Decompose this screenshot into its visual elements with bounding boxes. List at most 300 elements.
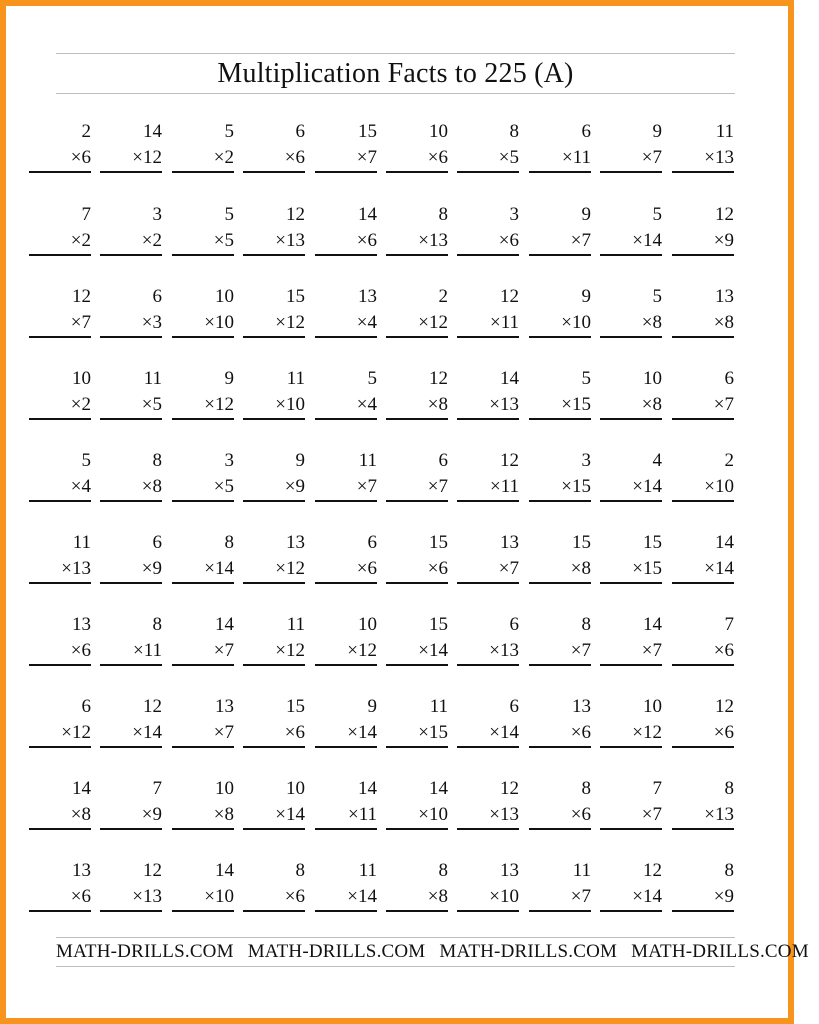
answer-line (100, 336, 162, 338)
multiplier: ×4 (356, 312, 377, 333)
answer-line (529, 664, 591, 666)
problem (457, 532, 519, 592)
problem (29, 696, 91, 756)
multiplicand: 8 (509, 121, 519, 142)
problem (29, 614, 91, 674)
answer-line (672, 910, 734, 912)
answer-line (100, 418, 162, 420)
multiplier: ×7 (641, 804, 662, 825)
multiplier: ×8 (570, 558, 591, 579)
problem (529, 860, 591, 920)
answer-line (600, 582, 662, 584)
multiplier: ×11 (347, 804, 377, 825)
multiplier: ×6 (70, 640, 91, 661)
multiplicand: 10 (643, 696, 662, 717)
problem (386, 614, 448, 674)
multiplicand: 6 (81, 696, 91, 717)
multiplicand: 8 (724, 860, 734, 881)
multiplier: ×14 (347, 886, 377, 907)
multiplier: ×4 (70, 476, 91, 497)
answer-line (29, 171, 91, 173)
multiplier: ×2 (70, 230, 91, 251)
multiplier: ×9 (141, 804, 162, 825)
multiplicand: 11 (429, 696, 448, 717)
problem (100, 286, 162, 346)
answer-line (100, 910, 162, 912)
answer-line (600, 254, 662, 256)
multiplicand: 5 (81, 450, 91, 471)
answer-line (529, 746, 591, 748)
answer-line (315, 664, 377, 666)
multiplier: ×13 (489, 394, 519, 415)
problem (386, 860, 448, 920)
multiplier: ×7 (213, 640, 234, 661)
multiplier: ×8 (213, 804, 234, 825)
multiplier: ×5 (498, 147, 519, 168)
multiplier: ×7 (641, 640, 662, 661)
multiplier: ×13 (704, 804, 734, 825)
answer-line (29, 500, 91, 502)
problem (386, 450, 448, 510)
answer-line (672, 582, 734, 584)
multiplier: ×6 (427, 558, 448, 579)
multiplier: ×9 (141, 558, 162, 579)
multiplier: ×7 (427, 476, 448, 497)
multiplier: ×8 (141, 476, 162, 497)
multiplier: ×6 (427, 147, 448, 168)
answer-line (172, 418, 234, 420)
answer-line (600, 336, 662, 338)
problem (172, 450, 234, 510)
answer-line (100, 171, 162, 173)
multiplicand: 13 (72, 860, 91, 881)
multiplier: ×3 (141, 312, 162, 333)
multiplicand: 15 (286, 286, 305, 307)
problem (600, 121, 662, 181)
multiplier: ×2 (213, 147, 234, 168)
answer-line (386, 254, 448, 256)
answer-line (457, 828, 519, 830)
answer-line (172, 171, 234, 173)
multiplier: ×2 (70, 394, 91, 415)
multiplier: ×10 (275, 394, 305, 415)
answer-line (29, 664, 91, 666)
multiplicand: 8 (438, 204, 448, 225)
answer-line (243, 418, 305, 420)
answer-line (529, 171, 591, 173)
answer-line (172, 828, 234, 830)
multiplier: ×13 (275, 230, 305, 251)
multiplicand: 15 (429, 614, 448, 635)
multiplicand: 15 (286, 696, 305, 717)
answer-line (315, 500, 377, 502)
problem (29, 860, 91, 920)
multiplicand: 10 (286, 778, 305, 799)
problem (457, 614, 519, 674)
multiplicand: 12 (715, 696, 734, 717)
multiplier: ×13 (132, 886, 162, 907)
answer-line (172, 254, 234, 256)
footer-text: MATH-DRILLS.COM (631, 941, 809, 962)
multiplicand: 12 (500, 778, 519, 799)
problem (672, 532, 734, 592)
problem (600, 696, 662, 756)
multiplicand: 8 (152, 450, 162, 471)
problem (243, 614, 305, 674)
multiplier: ×12 (204, 394, 234, 415)
answer-line (243, 828, 305, 830)
multiplier: ×6 (713, 722, 734, 743)
problem (100, 532, 162, 592)
page-title: Multiplication Facts to 225 (A) (217, 58, 574, 89)
problem (172, 778, 234, 838)
problem (29, 368, 91, 428)
problem (600, 778, 662, 838)
problem (243, 368, 305, 428)
problem (672, 204, 734, 264)
answer-line (457, 746, 519, 748)
multiplier: ×6 (284, 722, 305, 743)
problem (315, 532, 377, 592)
problem (457, 204, 519, 264)
multiplicand: 2 (81, 121, 91, 142)
multiplicand: 13 (215, 696, 234, 717)
multiplier: ×6 (570, 722, 591, 743)
answer-line (386, 664, 448, 666)
problem (529, 204, 591, 264)
problem (172, 286, 234, 346)
multiplicand: 6 (724, 368, 734, 389)
multiplicand: 14 (715, 532, 734, 553)
answer-line (100, 500, 162, 502)
multiplier: ×14 (489, 722, 519, 743)
problem (100, 450, 162, 510)
answer-line (600, 171, 662, 173)
multiplicand: 13 (286, 532, 305, 553)
multiplicand: 10 (72, 368, 91, 389)
footer-top-rule (56, 937, 735, 938)
multiplicand: 8 (438, 860, 448, 881)
problem (529, 368, 591, 428)
problem (529, 696, 591, 756)
multiplicand: 11 (358, 860, 377, 881)
multiplicand: 8 (581, 778, 591, 799)
multiplier: ×10 (704, 476, 734, 497)
answer-line (315, 746, 377, 748)
multiplicand: 6 (509, 696, 519, 717)
problem (600, 450, 662, 510)
multiplicand: 3 (581, 450, 591, 471)
multiplicand: 11 (286, 368, 305, 389)
multiplicand: 7 (152, 778, 162, 799)
answer-line (386, 418, 448, 420)
answer-line (672, 336, 734, 338)
problem (386, 532, 448, 592)
problem (172, 121, 234, 181)
multiplicand: 6 (295, 121, 305, 142)
multiplicand: 11 (286, 614, 305, 635)
multiplicand: 13 (500, 860, 519, 881)
problem (529, 614, 591, 674)
problem (672, 121, 734, 181)
multiplicand: 14 (500, 368, 519, 389)
multiplicand: 15 (358, 121, 377, 142)
multiplier: ×8 (713, 312, 734, 333)
answer-line (386, 746, 448, 748)
multiplicand: 14 (643, 614, 662, 635)
answer-line (29, 746, 91, 748)
multiplicand: 11 (143, 368, 162, 389)
answer-line (600, 828, 662, 830)
problem (386, 286, 448, 346)
multiplier: ×12 (347, 640, 377, 661)
multiplier: ×12 (61, 722, 91, 743)
problem (172, 696, 234, 756)
multiplier: ×6 (70, 886, 91, 907)
multiplier: ×10 (561, 312, 591, 333)
multiplier: ×4 (356, 394, 377, 415)
answer-line (100, 746, 162, 748)
multiplicand: 8 (224, 532, 234, 553)
answer-line (529, 582, 591, 584)
multiplicand: 9 (581, 204, 591, 225)
multiplier: ×6 (570, 804, 591, 825)
multiplicand: 14 (358, 204, 377, 225)
problem (29, 778, 91, 838)
problem (529, 532, 591, 592)
problem (457, 696, 519, 756)
answer-line (457, 336, 519, 338)
answer-line (315, 418, 377, 420)
answer-line (243, 171, 305, 173)
multiplier: ×7 (498, 558, 519, 579)
multiplier: ×13 (704, 147, 734, 168)
multiplicand: 10 (215, 778, 234, 799)
multiplier: ×8 (641, 312, 662, 333)
multiplicand: 6 (509, 614, 519, 635)
multiplier: ×5 (141, 394, 162, 415)
problem (457, 778, 519, 838)
multiplier: ×8 (427, 886, 448, 907)
multiplier: ×7 (70, 312, 91, 333)
multiplier: ×8 (427, 394, 448, 415)
multiplicand: 15 (429, 532, 448, 553)
multiplier: ×8 (641, 394, 662, 415)
answer-line (29, 336, 91, 338)
answer-line (243, 582, 305, 584)
multiplier: ×10 (204, 886, 234, 907)
multiplier: ×9 (713, 886, 734, 907)
footer (56, 940, 809, 966)
multiplier: ×14 (204, 558, 234, 579)
problem (29, 450, 91, 510)
multiplicand: 3 (152, 204, 162, 225)
multiplicand: 12 (72, 286, 91, 307)
multiplier: ×6 (356, 230, 377, 251)
multiplier: ×11 (561, 147, 591, 168)
problem (315, 696, 377, 756)
problem (243, 860, 305, 920)
multiplicand: 14 (429, 778, 448, 799)
problem (600, 614, 662, 674)
multiplier: ×15 (632, 558, 662, 579)
answer-line (600, 418, 662, 420)
multiplicand: 4 (652, 450, 662, 471)
multiplier: ×11 (489, 476, 519, 497)
multiplier: ×7 (570, 230, 591, 251)
answer-line (457, 171, 519, 173)
multiplicand: 6 (152, 532, 162, 553)
problem (243, 532, 305, 592)
problem (386, 778, 448, 838)
multiplicand: 9 (295, 450, 305, 471)
multiplier: ×15 (561, 394, 591, 415)
multiplier: ×6 (284, 147, 305, 168)
multiplicand: 5 (652, 286, 662, 307)
multiplicand: 6 (438, 450, 448, 471)
answer-line (29, 582, 91, 584)
answer-line (315, 254, 377, 256)
multiplier: ×7 (713, 394, 734, 415)
multiplicand: 5 (224, 204, 234, 225)
multiplier: ×7 (213, 722, 234, 743)
problem (243, 286, 305, 346)
multiplier: ×11 (132, 640, 162, 661)
problem (172, 532, 234, 592)
problem (172, 860, 234, 920)
answer-line (457, 910, 519, 912)
multiplicand: 14 (143, 121, 162, 142)
answer-line (529, 336, 591, 338)
problem (457, 121, 519, 181)
problem (172, 614, 234, 674)
problem (315, 860, 377, 920)
answer-line (672, 171, 734, 173)
problem (29, 204, 91, 264)
answer-line (315, 910, 377, 912)
multiplier: ×9 (713, 230, 734, 251)
problem (672, 368, 734, 428)
answer-line (457, 500, 519, 502)
multiplicand: 6 (367, 532, 377, 553)
multiplicand: 11 (715, 121, 734, 142)
multiplicand: 11 (572, 860, 591, 881)
multiplicand: 9 (224, 368, 234, 389)
multiplicand: 5 (224, 121, 234, 142)
multiplicand: 8 (152, 614, 162, 635)
multiplier: ×12 (132, 147, 162, 168)
multiplier: ×14 (347, 722, 377, 743)
multiplicand: 10 (643, 368, 662, 389)
problem (315, 286, 377, 346)
problem (243, 696, 305, 756)
problem (100, 204, 162, 264)
answer-line (100, 254, 162, 256)
multiplicand: 8 (724, 778, 734, 799)
answer-line (672, 254, 734, 256)
answer-line (457, 418, 519, 420)
problem (315, 778, 377, 838)
multiplier: ×10 (418, 804, 448, 825)
multiplier: ×12 (275, 640, 305, 661)
multiplier: ×7 (570, 640, 591, 661)
answer-line (172, 910, 234, 912)
answer-line (172, 664, 234, 666)
problem (600, 368, 662, 428)
multiplicand: 12 (143, 696, 162, 717)
answer-line (172, 746, 234, 748)
multiplier: ×15 (561, 476, 591, 497)
answer-line (315, 582, 377, 584)
problem (100, 860, 162, 920)
multiplicand: 7 (724, 614, 734, 635)
answer-line (457, 582, 519, 584)
multiplier: ×14 (418, 640, 448, 661)
problem (457, 450, 519, 510)
problem (100, 696, 162, 756)
problem (457, 860, 519, 920)
problem (529, 121, 591, 181)
multiplier: ×5 (213, 476, 234, 497)
problem (100, 368, 162, 428)
multiplier: ×12 (632, 722, 662, 743)
answer-line (315, 171, 377, 173)
answer-line (243, 910, 305, 912)
problem (672, 860, 734, 920)
multiplier: ×6 (284, 886, 305, 907)
problem (29, 532, 91, 592)
multiplier: ×13 (489, 804, 519, 825)
problem (100, 614, 162, 674)
problem (172, 204, 234, 264)
problem (29, 286, 91, 346)
answer-line (29, 910, 91, 912)
answer-line (600, 500, 662, 502)
multiplier: ×8 (70, 804, 91, 825)
multiplier: ×7 (356, 476, 377, 497)
multiplicand: 3 (509, 204, 519, 225)
multiplicand: 2 (724, 450, 734, 471)
multiplicand: 14 (72, 778, 91, 799)
multiplier: ×7 (641, 147, 662, 168)
multiplier: ×14 (632, 476, 662, 497)
answer-line (529, 500, 591, 502)
answer-line (672, 500, 734, 502)
multiplicand: 12 (429, 368, 448, 389)
answer-line (172, 336, 234, 338)
multiplicand: 8 (581, 614, 591, 635)
problem (529, 286, 591, 346)
answer-line (529, 254, 591, 256)
problem (100, 778, 162, 838)
multiplicand: 12 (286, 204, 305, 225)
multiplicand: 10 (215, 286, 234, 307)
answer-line (600, 910, 662, 912)
answer-line (243, 746, 305, 748)
multiplicand: 11 (72, 532, 91, 553)
answer-line (100, 664, 162, 666)
problem (386, 696, 448, 756)
problem (600, 860, 662, 920)
answer-line (386, 500, 448, 502)
answer-line (672, 418, 734, 420)
answer-line (29, 418, 91, 420)
multiplicand: 15 (572, 532, 591, 553)
problem (457, 286, 519, 346)
multiplicand: 10 (358, 614, 377, 635)
multiplier: ×12 (275, 558, 305, 579)
multiplicand: 9 (652, 121, 662, 142)
